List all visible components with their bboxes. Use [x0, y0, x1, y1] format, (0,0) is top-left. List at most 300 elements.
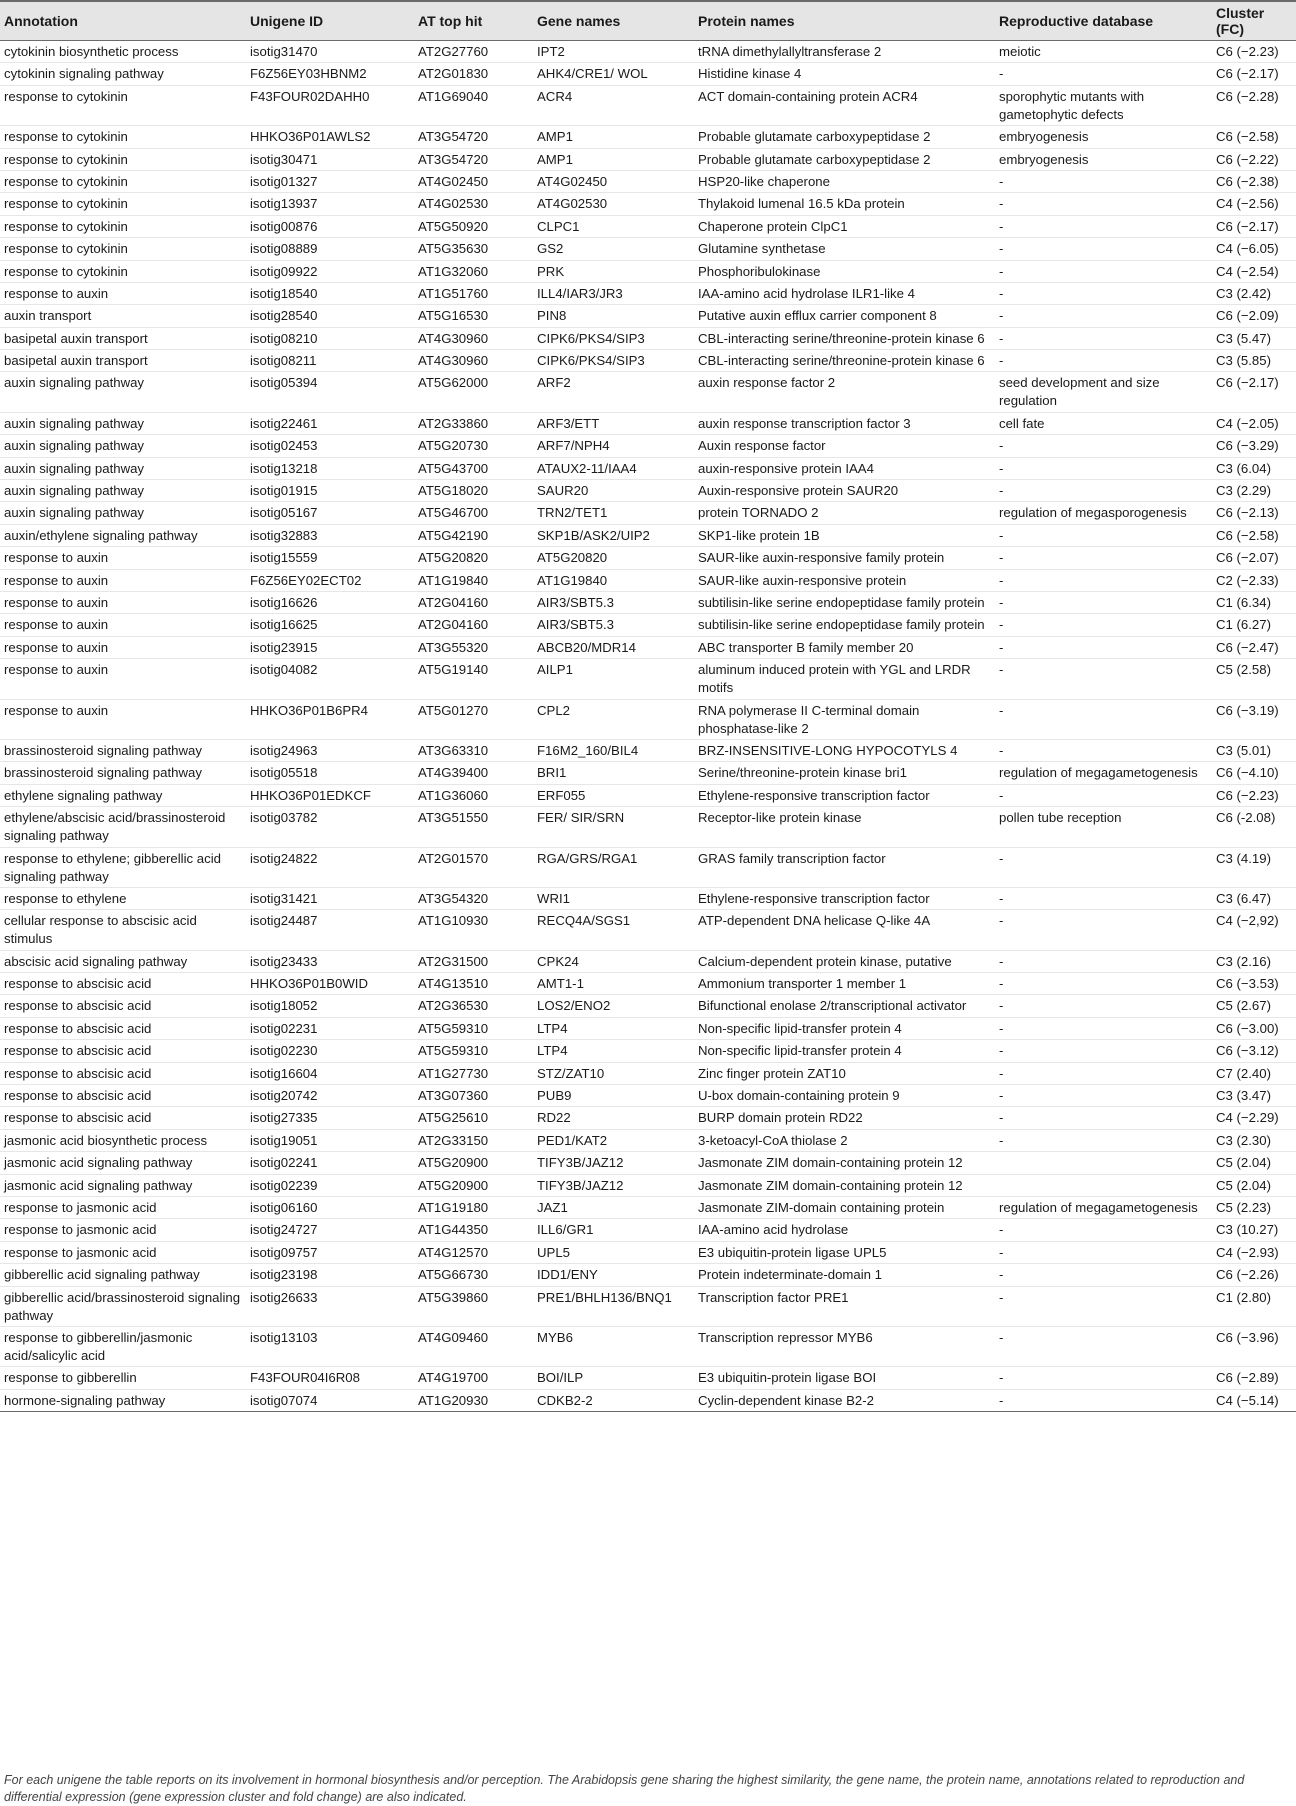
at-top-hit-cell: AT1G10930 — [414, 910, 533, 950]
annotation-cell: auxin signaling pathway — [0, 372, 246, 412]
unigene-id-cell: isotig05394 — [246, 372, 414, 412]
unigene-id-cell: isotig24727 — [246, 1219, 414, 1241]
table-row — [0, 1326, 1296, 1366]
at-top-hit-cell: AT1G19840 — [414, 569, 533, 591]
reproductive-database-cell: - — [995, 1107, 1212, 1129]
protein-names-cell: CBL-interacting serine/threonine-protein kinase 6 — [694, 327, 995, 349]
reproductive-database-cell: - — [995, 1017, 1212, 1039]
protein-names-cell: protein TORNADO 2 — [694, 502, 995, 524]
unigene-id-cell: isotig20742 — [246, 1085, 414, 1107]
reproductive-database-cell: regulation of megagametogenesis — [995, 762, 1212, 784]
reproductive-database-cell: - — [995, 1219, 1212, 1241]
protein-names-cell: Protein indeterminate-domain 1 — [694, 1264, 995, 1286]
reproductive-database-cell: - — [995, 950, 1212, 972]
table-row — [0, 126, 1296, 148]
unigene-id-cell: isotig02239 — [246, 1174, 414, 1196]
table-row — [0, 547, 1296, 569]
unigene-id-cell: isotig31470 — [246, 41, 414, 63]
gene-names-cell: CLPC1 — [533, 215, 694, 237]
reproductive-database-cell: - — [995, 305, 1212, 327]
column-header-at-top-hit: AT top hit — [414, 1, 533, 41]
gene-names-cell: STZ/ZAT10 — [533, 1062, 694, 1084]
unigene-id-cell: isotig27335 — [246, 1107, 414, 1129]
unigene-id-cell: isotig23915 — [246, 636, 414, 658]
annotation-cell: response to abscisic acid — [0, 1062, 246, 1084]
at-top-hit-cell: AT2G33150 — [414, 1129, 533, 1151]
at-top-hit-cell: AT1G32060 — [414, 260, 533, 282]
annotation-cell: response to cytokinin — [0, 170, 246, 192]
table-row — [0, 1367, 1296, 1389]
reproductive-database-cell: - — [995, 1264, 1212, 1286]
gene-names-cell: AT1G19840 — [533, 569, 694, 591]
protein-names-cell: tRNA dimethylallyltransferase 2 — [694, 41, 995, 63]
table-row — [0, 502, 1296, 524]
protein-names-cell: RNA polymerase II C-terminal domain phosphatase-like 2 — [694, 699, 995, 739]
unigene-id-cell: isotig26633 — [246, 1286, 414, 1326]
at-top-hit-cell: AT5G62000 — [414, 372, 533, 412]
gene-names-cell: AT4G02450 — [533, 170, 694, 192]
table-row — [0, 1152, 1296, 1174]
unigene-id-cell: isotig05167 — [246, 502, 414, 524]
cluster-fc-cell: C3 (3.47) — [1212, 1085, 1296, 1107]
unigene-id-cell: isotig08210 — [246, 327, 414, 349]
annotation-cell: auxin signaling pathway — [0, 480, 246, 502]
table-row — [0, 1241, 1296, 1263]
cluster-fc-cell: C3 (5.01) — [1212, 739, 1296, 761]
cluster-fc-cell: C6 (−2.26) — [1212, 1264, 1296, 1286]
reproductive-database-cell — [995, 1152, 1212, 1174]
table-row — [0, 260, 1296, 282]
gene-names-cell: AIR3/SBT5.3 — [533, 614, 694, 636]
unigene-id-cell: isotig16626 — [246, 591, 414, 613]
at-top-hit-cell: AT3G63310 — [414, 739, 533, 761]
table-row — [0, 63, 1296, 85]
reproductive-database-cell: regulation of megagametogenesis — [995, 1196, 1212, 1218]
cluster-fc-cell: C6 (−3.19) — [1212, 699, 1296, 739]
cluster-fc-cell: C6 (−3.00) — [1212, 1017, 1296, 1039]
cluster-fc-cell: C6 (−3.96) — [1212, 1326, 1296, 1366]
at-top-hit-cell: AT4G09460 — [414, 1326, 533, 1366]
reproductive-database-cell: - — [995, 1062, 1212, 1084]
reproductive-database-cell: - — [995, 784, 1212, 806]
gene-names-cell: BOI/ILP — [533, 1367, 694, 1389]
at-top-hit-cell: AT2G04160 — [414, 614, 533, 636]
unigene-id-cell: isotig07074 — [246, 1389, 414, 1411]
reproductive-database-cell: - — [995, 63, 1212, 85]
protein-names-cell: Ethylene-responsive transcription factor — [694, 784, 995, 806]
unigene-id-cell: isotig02230 — [246, 1040, 414, 1062]
reproductive-database-cell: - — [995, 1286, 1212, 1326]
annotation-cell: response to abscisic acid — [0, 1017, 246, 1039]
annotation-cell: response to cytokinin — [0, 126, 246, 148]
cluster-fc-cell: C1 (6.27) — [1212, 614, 1296, 636]
cluster-fc-cell: C5 (2.04) — [1212, 1152, 1296, 1174]
protein-names-cell: Probable glutamate carboxypeptidase 2 — [694, 148, 995, 170]
gene-names-cell: PIN8 — [533, 305, 694, 327]
cluster-fc-cell: C6 (−2.58) — [1212, 524, 1296, 546]
at-top-hit-cell: AT1G51760 — [414, 282, 533, 304]
table-row — [0, 636, 1296, 658]
annotation-cell: response to cytokinin — [0, 260, 246, 282]
protein-names-cell: SAUR-like auxin-responsive family protein — [694, 547, 995, 569]
gene-names-cell: PED1/KAT2 — [533, 1129, 694, 1151]
table-row — [0, 215, 1296, 237]
column-header-protein-names: Protein names — [694, 1, 995, 41]
annotation-cell: response to abscisic acid — [0, 995, 246, 1017]
cluster-fc-cell: C6 (−3.29) — [1212, 435, 1296, 457]
unigene-id-cell: isotig04082 — [246, 659, 414, 699]
reproductive-database-cell: cell fate — [995, 412, 1212, 434]
at-top-hit-cell: AT5G50920 — [414, 215, 533, 237]
table-row — [0, 762, 1296, 784]
protein-names-cell: Jasmonate ZIM domain-containing protein 12 — [694, 1174, 995, 1196]
at-top-hit-cell: AT4G13510 — [414, 973, 533, 995]
protein-names-cell: CBL-interacting serine/threonine-protein kinase 6 — [694, 350, 995, 372]
cluster-fc-cell: C2 (−2.33) — [1212, 569, 1296, 591]
reproductive-database-cell: - — [995, 1241, 1212, 1263]
reproductive-database-cell: - — [995, 1326, 1212, 1366]
at-top-hit-cell: AT5G59310 — [414, 1040, 533, 1062]
at-top-hit-cell: AT5G16530 — [414, 305, 533, 327]
cluster-fc-cell: C5 (2.04) — [1212, 1174, 1296, 1196]
cluster-fc-cell: C7 (2.40) — [1212, 1062, 1296, 1084]
gene-names-cell: ARF7/NPH4 — [533, 435, 694, 457]
annotation-cell: auxin signaling pathway — [0, 457, 246, 479]
at-top-hit-cell: AT2G04160 — [414, 591, 533, 613]
annotation-cell: gibberellic acid/brassinosteroid signaling pathway — [0, 1286, 246, 1326]
gene-names-cell: CPL2 — [533, 699, 694, 739]
gene-names-cell: UPL5 — [533, 1241, 694, 1263]
at-top-hit-cell: AT5G20730 — [414, 435, 533, 457]
table-row — [0, 973, 1296, 995]
cluster-fc-cell: C6 (−2.58) — [1212, 126, 1296, 148]
protein-names-cell: Bifunctional enolase 2/transcriptional activator — [694, 995, 995, 1017]
cluster-fc-cell: C6 (−2.38) — [1212, 170, 1296, 192]
cluster-fc-cell: C6 (−2.13) — [1212, 502, 1296, 524]
annotation-cell: auxin signaling pathway — [0, 435, 246, 457]
cluster-fc-cell: C4 (−2,92) — [1212, 910, 1296, 950]
unigene-id-cell: isotig31421 — [246, 887, 414, 909]
unigene-id-cell: isotig05518 — [246, 762, 414, 784]
at-top-hit-cell: AT2G33860 — [414, 412, 533, 434]
at-top-hit-cell: AT3G07360 — [414, 1085, 533, 1107]
reproductive-database-cell: - — [995, 614, 1212, 636]
cluster-fc-cell: C3 (4.19) — [1212, 847, 1296, 887]
gene-names-cell: CIPK6/PKS4/SIP3 — [533, 350, 694, 372]
unigene-id-cell: isotig24822 — [246, 847, 414, 887]
table-row — [0, 1286, 1296, 1326]
table-row — [0, 739, 1296, 761]
cluster-fc-cell: C6 (−2.17) — [1212, 63, 1296, 85]
table-row — [0, 524, 1296, 546]
table-row — [0, 305, 1296, 327]
reproductive-database-cell: - — [995, 1129, 1212, 1151]
protein-names-cell: Ammonium transporter 1 member 1 — [694, 973, 995, 995]
reproductive-database-cell: - — [995, 995, 1212, 1017]
unigene-id-cell: F43FOUR02DAHH0 — [246, 85, 414, 125]
table-row — [0, 350, 1296, 372]
at-top-hit-cell: AT3G55320 — [414, 636, 533, 658]
reproductive-database-cell: - — [995, 591, 1212, 613]
cluster-fc-cell: C3 (5.85) — [1212, 350, 1296, 372]
reproductive-database-cell: - — [995, 1040, 1212, 1062]
gene-names-cell: AMP1 — [533, 126, 694, 148]
cluster-fc-cell: C5 (2.58) — [1212, 659, 1296, 699]
at-top-hit-cell: AT4G02450 — [414, 170, 533, 192]
unigene-id-cell: isotig13937 — [246, 193, 414, 215]
annotation-cell: brassinosteroid signaling pathway — [0, 762, 246, 784]
unigene-id-cell: isotig02453 — [246, 435, 414, 457]
table-row — [0, 1174, 1296, 1196]
table-row — [0, 1017, 1296, 1039]
table-row — [0, 327, 1296, 349]
gene-names-cell: LTP4 — [533, 1040, 694, 1062]
cluster-fc-cell: C6 (−2.89) — [1212, 1367, 1296, 1389]
table-row — [0, 193, 1296, 215]
table-body — [0, 41, 1296, 1412]
at-top-hit-cell: AT2G36530 — [414, 995, 533, 1017]
reproductive-database-cell: - — [995, 973, 1212, 995]
protein-names-cell: 3-ketoacyl-CoA thiolase 2 — [694, 1129, 995, 1151]
at-top-hit-cell: AT3G51550 — [414, 807, 533, 847]
at-top-hit-cell: AT1G44350 — [414, 1219, 533, 1241]
gene-names-cell: PUB9 — [533, 1085, 694, 1107]
protein-names-cell: Receptor-like protein kinase — [694, 807, 995, 847]
gene-names-cell: ILL6/GR1 — [533, 1219, 694, 1241]
reproductive-database-cell: - — [995, 739, 1212, 761]
protein-names-cell: SAUR-like auxin-responsive protein — [694, 569, 995, 591]
table-row — [0, 1196, 1296, 1218]
unigene-id-cell: isotig16604 — [246, 1062, 414, 1084]
gene-names-cell: SAUR20 — [533, 480, 694, 502]
protein-names-cell: Histidine kinase 4 — [694, 63, 995, 85]
unigene-id-cell: isotig00876 — [246, 215, 414, 237]
protein-names-cell: U-box domain-containing protein 9 — [694, 1085, 995, 1107]
table-row — [0, 659, 1296, 699]
cluster-fc-cell: C6 (−2.22) — [1212, 148, 1296, 170]
gene-names-cell: TIFY3B/JAZ12 — [533, 1152, 694, 1174]
at-top-hit-cell: AT4G12570 — [414, 1241, 533, 1263]
unigene-id-cell: isotig30471 — [246, 148, 414, 170]
unigene-id-cell: isotig02231 — [246, 1017, 414, 1039]
unigene-id-cell: isotig19051 — [246, 1129, 414, 1151]
table-row — [0, 85, 1296, 125]
table-row — [0, 847, 1296, 887]
at-top-hit-cell: AT5G39860 — [414, 1286, 533, 1326]
unigene-id-cell: isotig03782 — [246, 807, 414, 847]
cluster-fc-cell: C6 (−2.09) — [1212, 305, 1296, 327]
annotation-cell: response to auxin — [0, 569, 246, 591]
protein-names-cell: Transcription factor PRE1 — [694, 1286, 995, 1326]
column-header-annotation: Annotation — [0, 1, 246, 41]
gene-names-cell: LTP4 — [533, 1017, 694, 1039]
gene-names-cell: RECQ4A/SGS1 — [533, 910, 694, 950]
reproductive-database-cell: embryogenesis — [995, 126, 1212, 148]
gene-names-cell: AT4G02530 — [533, 193, 694, 215]
at-top-hit-cell: AT4G02530 — [414, 193, 533, 215]
cluster-fc-cell: C6 (-2.08) — [1212, 807, 1296, 847]
unigene-id-cell: isotig09757 — [246, 1241, 414, 1263]
at-top-hit-cell: AT1G19180 — [414, 1196, 533, 1218]
protein-names-cell: Phosphoribulokinase — [694, 260, 995, 282]
table-row — [0, 591, 1296, 613]
at-top-hit-cell: AT5G20820 — [414, 547, 533, 569]
protein-names-cell: HSP20-like chaperone — [694, 170, 995, 192]
unigene-id-cell: isotig13103 — [246, 1326, 414, 1366]
cluster-fc-cell: C1 (2.80) — [1212, 1286, 1296, 1326]
cluster-fc-cell: C6 (−2.17) — [1212, 215, 1296, 237]
annotation-cell: ethylene/abscisic acid/brassinosteroid signaling pathway — [0, 807, 246, 847]
annotation-cell: response to cytokinin — [0, 193, 246, 215]
protein-names-cell: ATP-dependent DNA helicase Q-like 4A — [694, 910, 995, 950]
at-top-hit-cell: AT2G27760 — [414, 41, 533, 63]
gene-names-cell: WRI1 — [533, 887, 694, 909]
gene-names-cell: MYB6 — [533, 1326, 694, 1366]
cluster-fc-cell: C3 (10.27) — [1212, 1219, 1296, 1241]
reproductive-database-cell: - — [995, 480, 1212, 502]
table-header — [0, 1, 1296, 41]
protein-names-cell: Calcium-dependent protein kinase, putative — [694, 950, 995, 972]
protein-names-cell: Auxin response factor — [694, 435, 995, 457]
annotation-cell: response to ethylene — [0, 887, 246, 909]
table-row — [0, 699, 1296, 739]
gene-names-cell: ERF055 — [533, 784, 694, 806]
table-row — [0, 457, 1296, 479]
annotation-cell: response to abscisic acid — [0, 1040, 246, 1062]
cluster-fc-cell: C6 (−3.53) — [1212, 973, 1296, 995]
annotation-cell: response to abscisic acid — [0, 973, 246, 995]
cluster-fc-cell: C4 (−2.05) — [1212, 412, 1296, 434]
at-top-hit-cell: AT1G69040 — [414, 85, 533, 125]
protein-names-cell: Transcription repressor MYB6 — [694, 1326, 995, 1366]
cluster-fc-cell: C3 (2.42) — [1212, 282, 1296, 304]
protein-names-cell: Jasmonate ZIM-domain containing protein — [694, 1196, 995, 1218]
gene-names-cell: TRN2/TET1 — [533, 502, 694, 524]
table-row — [0, 950, 1296, 972]
reproductive-database-cell: - — [995, 569, 1212, 591]
gene-names-cell: ARF2 — [533, 372, 694, 412]
protein-names-cell: BURP domain protein RD22 — [694, 1107, 995, 1129]
reproductive-database-cell: - — [995, 1085, 1212, 1107]
reproductive-database-cell: - — [995, 238, 1212, 260]
table-row — [0, 807, 1296, 847]
at-top-hit-cell: AT4G19700 — [414, 1367, 533, 1389]
unigene-id-cell: isotig15559 — [246, 547, 414, 569]
cluster-fc-cell: C5 (2.67) — [1212, 995, 1296, 1017]
unigene-id-cell: isotig23433 — [246, 950, 414, 972]
gene-names-cell: PRK — [533, 260, 694, 282]
reproductive-database-cell: - — [995, 887, 1212, 909]
unigene-id-cell: HHKO36P01EDKCF — [246, 784, 414, 806]
annotation-cell: response to auxin — [0, 659, 246, 699]
annotation-cell: basipetal auxin transport — [0, 327, 246, 349]
cluster-fc-cell: C4 (−2.56) — [1212, 193, 1296, 215]
gene-names-cell: TIFY3B/JAZ12 — [533, 1174, 694, 1196]
table-row — [0, 569, 1296, 591]
table-row — [0, 1389, 1296, 1411]
at-top-hit-cell: AT4G30960 — [414, 350, 533, 372]
table-row — [0, 1219, 1296, 1241]
column-header-reproductive-database: Reproductive database — [995, 1, 1212, 41]
gene-names-cell: IDD1/ENY — [533, 1264, 694, 1286]
annotation-cell: auxin/ethylene signaling pathway — [0, 524, 246, 546]
table-row — [0, 480, 1296, 502]
protein-names-cell: Cyclin-dependent kinase B2-2 — [694, 1389, 995, 1411]
at-top-hit-cell: AT2G01570 — [414, 847, 533, 887]
at-top-hit-cell: AT4G30960 — [414, 327, 533, 349]
unigene-id-cell: isotig24963 — [246, 739, 414, 761]
at-top-hit-cell: AT5G42190 — [414, 524, 533, 546]
gene-names-cell: RD22 — [533, 1107, 694, 1129]
reproductive-database-cell: sporophytic mutants with gametophytic defects — [995, 85, 1212, 125]
gene-names-cell: CDKB2-2 — [533, 1389, 694, 1411]
table-row — [0, 887, 1296, 909]
gene-names-cell: GS2 — [533, 238, 694, 260]
unigene-id-cell: F6Z56EY02ECT02 — [246, 569, 414, 591]
unigene-id-cell: isotig16625 — [246, 614, 414, 636]
cluster-fc-cell: C4 (−2.93) — [1212, 1241, 1296, 1263]
annotation-cell: hormone-signaling pathway — [0, 1389, 246, 1411]
annotation-cell: response to gibberellin — [0, 1367, 246, 1389]
protein-names-cell: subtilisin-like serine endopeptidase family protein — [694, 614, 995, 636]
reproductive-database-cell: - — [995, 847, 1212, 887]
annotation-cell: cytokinin biosynthetic process — [0, 41, 246, 63]
table-row — [0, 41, 1296, 63]
protein-names-cell: Putative auxin efflux carrier component 8 — [694, 305, 995, 327]
cluster-fc-cell: C4 (−2.29) — [1212, 1107, 1296, 1129]
cluster-fc-cell: C3 (2.29) — [1212, 480, 1296, 502]
annotation-cell: response to auxin — [0, 699, 246, 739]
unigene-id-cell: F6Z56EY03HBNM2 — [246, 63, 414, 85]
at-top-hit-cell: AT5G01270 — [414, 699, 533, 739]
protein-names-cell: ACT domain-containing protein ACR4 — [694, 85, 995, 125]
unigene-id-cell: isotig02241 — [246, 1152, 414, 1174]
unigene-id-cell: isotig24487 — [246, 910, 414, 950]
unigene-id-cell: isotig13218 — [246, 457, 414, 479]
cluster-fc-cell: C5 (2.23) — [1212, 1196, 1296, 1218]
unigene-id-cell: isotig01327 — [246, 170, 414, 192]
at-top-hit-cell: AT3G54320 — [414, 887, 533, 909]
at-top-hit-cell: AT5G43700 — [414, 457, 533, 479]
protein-names-cell: subtilisin-like serine endopeptidase family protein — [694, 591, 995, 613]
reproductive-database-cell: - — [995, 457, 1212, 479]
table-row — [0, 1040, 1296, 1062]
cluster-fc-cell: C3 (2.16) — [1212, 950, 1296, 972]
annotation-cell: gibberellic acid signaling pathway — [0, 1264, 246, 1286]
gene-names-cell: CIPK6/PKS4/SIP3 — [533, 327, 694, 349]
annotation-cell: response to cytokinin — [0, 148, 246, 170]
annotation-cell: response to auxin — [0, 614, 246, 636]
table-row — [0, 435, 1296, 457]
annotation-cell: response to gibberellin/jasmonic acid/salicylic acid — [0, 1326, 246, 1366]
annotation-cell: response to ethylene; gibberellic acid signaling pathway — [0, 847, 246, 887]
cluster-fc-cell: C4 (−5.14) — [1212, 1389, 1296, 1411]
protein-names-cell: IAA-amino acid hydrolase ILR1-like 4 — [694, 282, 995, 304]
reproductive-database-cell: - — [995, 910, 1212, 950]
annotation-cell: response to auxin — [0, 591, 246, 613]
gene-names-cell: AT5G20820 — [533, 547, 694, 569]
at-top-hit-cell: AT1G27730 — [414, 1062, 533, 1084]
reproductive-database-cell — [995, 1174, 1212, 1196]
protein-names-cell: Thylakoid lumenal 16.5 kDa protein — [694, 193, 995, 215]
reproductive-database-cell: - — [995, 215, 1212, 237]
gene-names-cell: AILP1 — [533, 659, 694, 699]
protein-names-cell: E3 ubiquitin-protein ligase UPL5 — [694, 1241, 995, 1263]
annotation-cell: jasmonic acid biosynthetic process — [0, 1129, 246, 1151]
table-row — [0, 1129, 1296, 1151]
table-row — [0, 614, 1296, 636]
unigene-id-cell: isotig22461 — [246, 412, 414, 434]
